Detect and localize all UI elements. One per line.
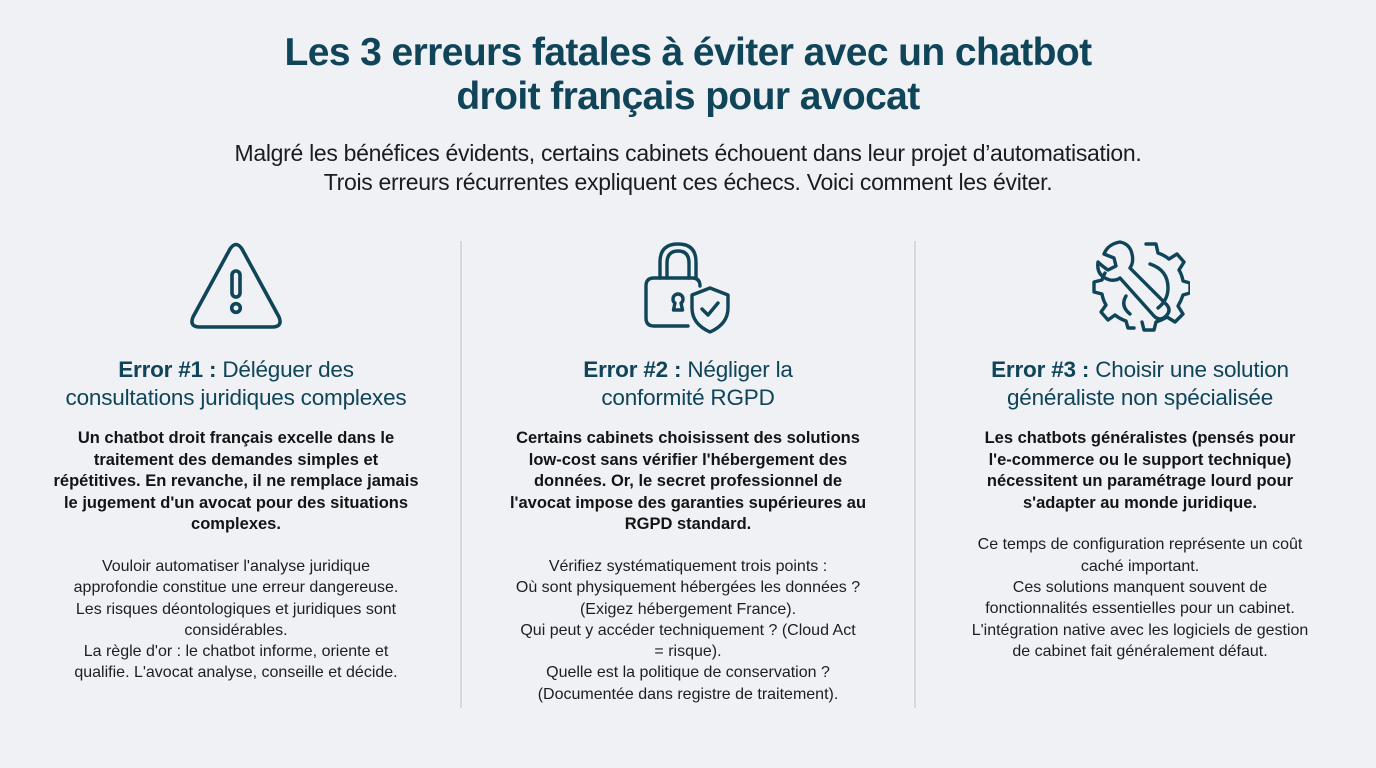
title-line-1: Les 3 erreurs fatales à éviter avec un chatbot <box>284 31 1092 74</box>
error-3-body <box>925 534 1355 662</box>
error-1-body <box>21 556 451 684</box>
error-2-number: Error #2 : <box>583 357 682 382</box>
error-card-3 <box>925 236 1355 662</box>
error-2-body-line: Où sont physiquement hébergées les données ? <box>515 579 861 597</box>
error-card-1 <box>21 236 451 684</box>
error-2-body-line: (Exigez hébergement France). <box>579 600 797 618</box>
error-1-body-line: Vouloir automatiser l'analyse juridique <box>101 557 371 575</box>
error-1-body-line: qualifie. L'avocat analyse, conseille et décide. <box>74 664 398 682</box>
padlock-shield-icon <box>640 238 736 334</box>
error-1-number: Error #1 : <box>118 357 217 382</box>
gear-wrench-icon <box>1090 236 1190 336</box>
page-subtitle <box>0 139 1376 197</box>
error-card-2 <box>473 236 903 705</box>
warning-triangle-icon <box>188 241 284 331</box>
error-3-number: Error #3 : <box>991 357 1090 382</box>
error-2-body-line: = risque). <box>654 643 722 661</box>
error-1-title-line-2: consultations juridiques complexes <box>65 385 407 410</box>
error-1-lead-line: traitement des demandes simples et <box>93 450 379 469</box>
error-2-lead-line: l'avocat impose des garanties supérieures au <box>509 493 867 512</box>
error-1-lead-line: Un chatbot droit français excelle dans le <box>77 429 395 447</box>
error-3-body-line: L'intégration native avec les logiciels de gestion <box>971 621 1309 639</box>
error-2-body-line: Quelle est la politique de conservation ? <box>546 664 830 682</box>
error-1-title-line-1: Déléguer des <box>222 357 354 382</box>
error-2-title-line-1: Négliger la <box>687 357 793 382</box>
error-3-icon-wrap <box>925 236 1355 336</box>
error-3-heading <box>925 356 1355 412</box>
error-1-lead-line: répétitives. En revanche, il ne remplace jamais <box>53 472 419 491</box>
error-2-body-line: (Documentée dans registre de traitement). <box>537 685 839 703</box>
error-1-lead-line: complexes. <box>191 515 281 534</box>
column-divider-2 <box>914 241 916 708</box>
page-title <box>0 31 1376 119</box>
error-1-icon-wrap <box>21 236 451 336</box>
error-2-lead-line: Certains cabinets choisissent des solutions <box>516 429 860 447</box>
error-2-lead-line: données. Or, le secret professionnel de <box>533 472 843 491</box>
error-1-lead-line: le jugement d'un avocat pour des situations <box>63 493 409 512</box>
error-3-body-line: caché important. <box>1080 557 1200 575</box>
error-3-lead <box>925 428 1355 514</box>
error-3-lead-line: s'adapter au monde juridique. <box>1022 493 1258 512</box>
error-2-lead-line: low-cost sans vérifier l'hébergement des <box>528 450 848 469</box>
error-1-body-line: considérables. <box>184 621 288 639</box>
error-1-heading <box>21 356 451 412</box>
error-2-body <box>473 556 903 705</box>
error-3-body-line: de cabinet fait généralement défaut. <box>1012 642 1268 660</box>
subtitle-line-1: Malgré les bénéfices évidents, certains cabinets échouent dans leur projet d’automatisation. <box>234 140 1142 166</box>
error-3-lead-line: nécessitent un paramétrage lourd pour <box>986 472 1294 491</box>
error-3-body-line: Ce temps de configuration représente un coût <box>977 536 1303 554</box>
error-2-lead-line: RGPD standard. <box>624 515 752 534</box>
error-2-body-line: Vérifiez systématiquement trois points : <box>548 557 828 575</box>
error-2-title-line-2: conformité RGPD <box>601 385 775 410</box>
error-3-lead-line: Les chatbots généralistes (pensés pour <box>984 429 1296 447</box>
error-3-body-line: fonctionnalités essentielles pour un cabinet. <box>985 600 1295 618</box>
error-3-title-line-1: Choisir une solution <box>1095 357 1289 382</box>
error-1-lead <box>21 428 451 536</box>
error-1-body-line: La règle d'or : le chatbot informe, oriente et <box>83 643 389 661</box>
title-line-2: droit français pour avocat <box>456 75 920 118</box>
error-2-heading <box>473 356 903 412</box>
error-3-title-line-2: généraliste non spécialisée <box>1006 385 1274 410</box>
subtitle-line-2: Trois erreurs récurrentes expliquent ces échecs. Voici comment les éviter. <box>323 169 1053 195</box>
column-divider-1 <box>460 241 462 708</box>
error-1-body-line: approfondie constitue une erreur dangereuse. <box>73 579 399 597</box>
error-1-body-line: Les risques déontologiques et juridiques sont <box>75 600 397 618</box>
error-2-lead <box>473 428 903 536</box>
error-3-lead-line: l'e-commerce ou le support technique) <box>988 450 1292 469</box>
error-2-icon-wrap <box>473 236 903 336</box>
error-3-body-line: Ces solutions manquent souvent de <box>1012 578 1268 596</box>
error-2-body-line: Qui peut y accéder techniquement ? (Cloud Act <box>520 621 856 639</box>
